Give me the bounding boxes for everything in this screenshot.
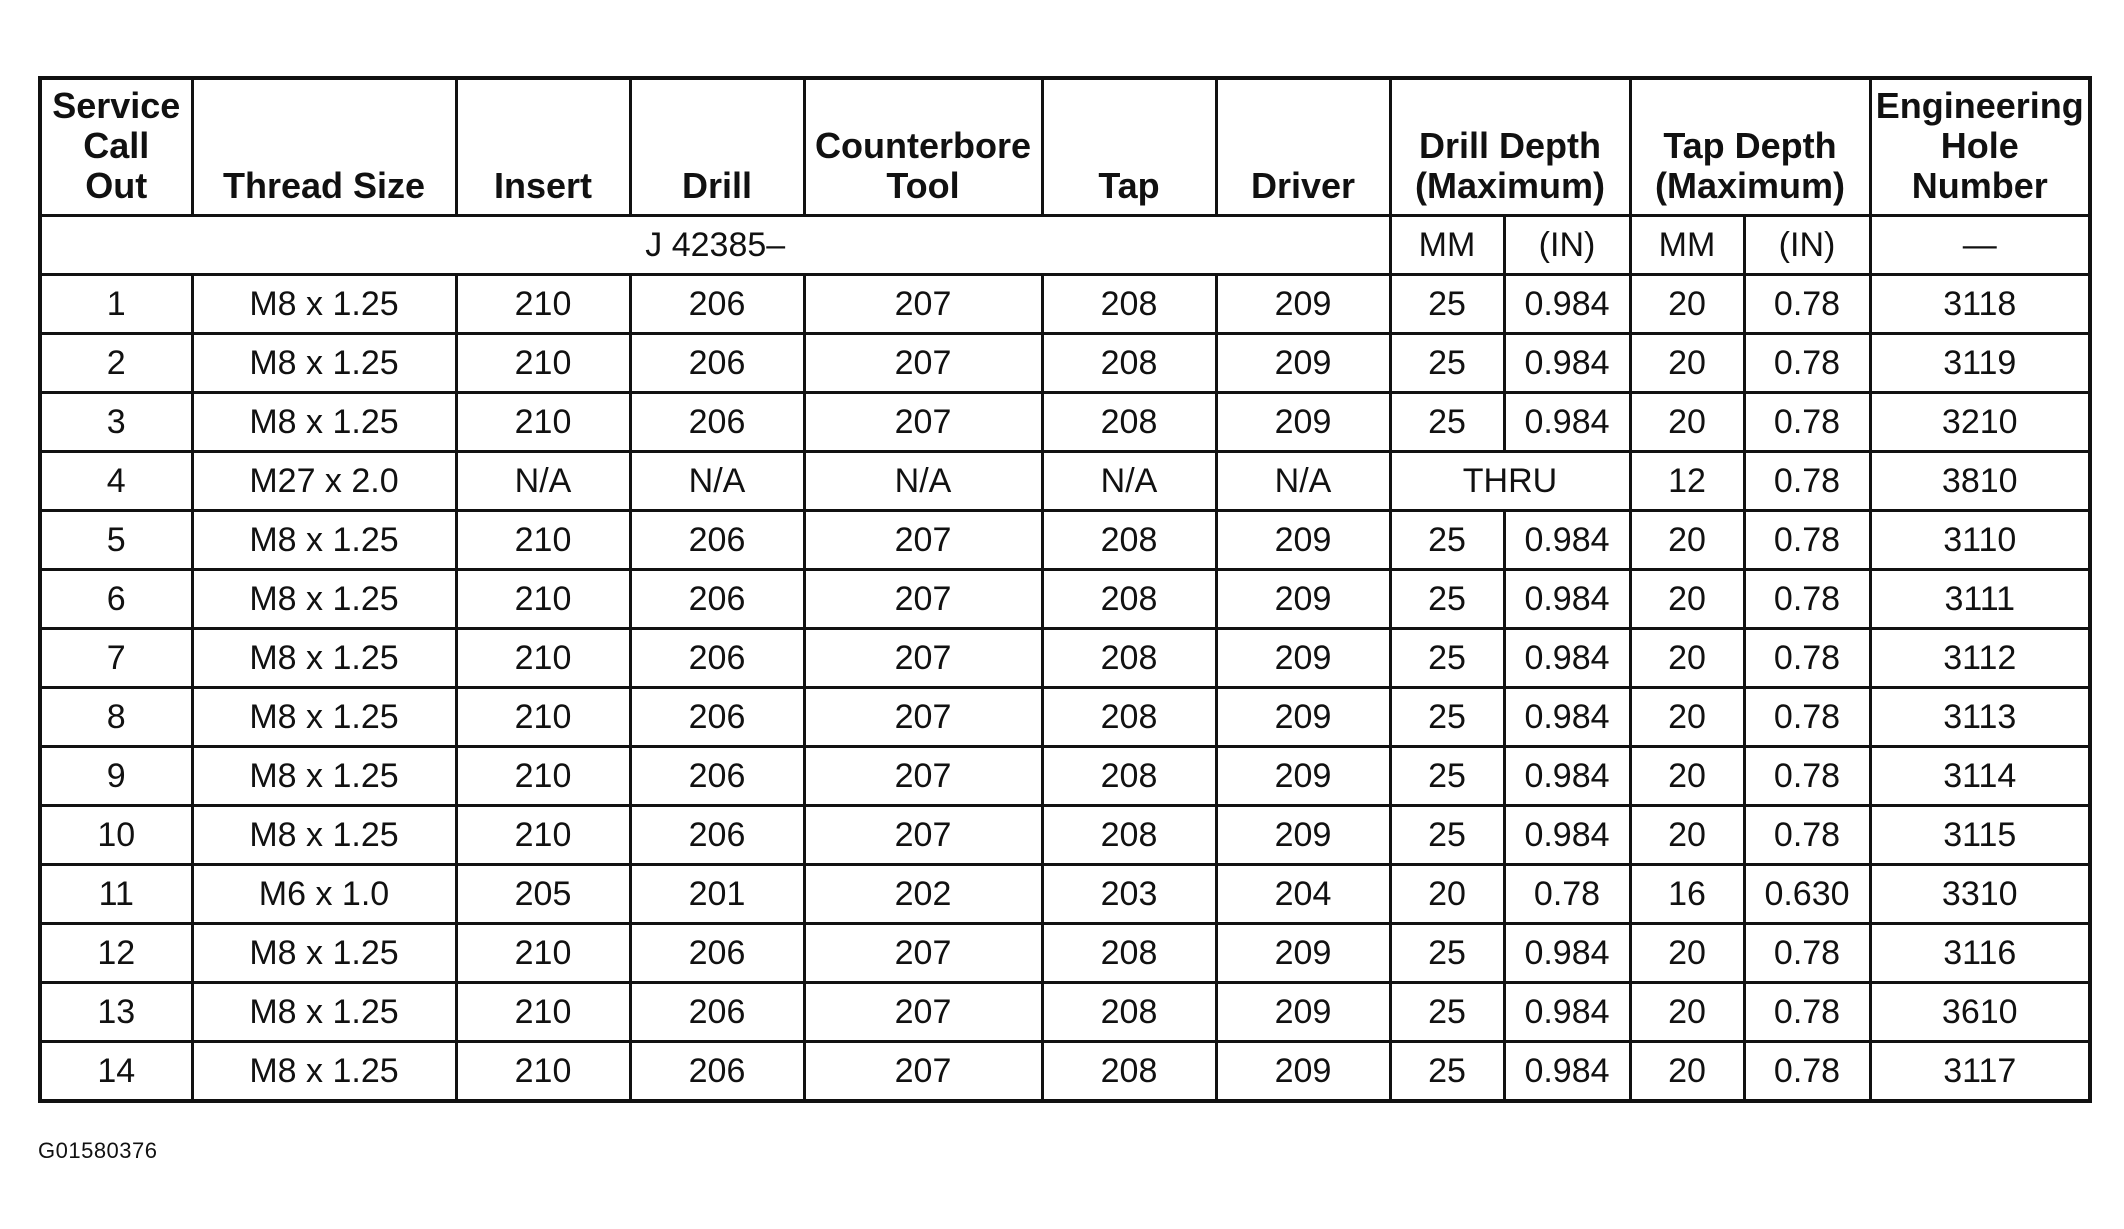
tap-depth-in-label: (IN) <box>1744 216 1870 275</box>
cell-call-out: 6 <box>40 570 192 629</box>
cell-call-out: 14 <box>40 1042 192 1102</box>
cell-thread: M8 x 1.25 <box>192 983 456 1042</box>
cell-call-out: 4 <box>40 452 192 511</box>
cell-drill-in: 0.984 <box>1504 393 1630 452</box>
header-counterbore-tool: Counterbore Tool <box>804 78 1042 216</box>
cell-thread: M8 x 1.25 <box>192 393 456 452</box>
cell-tap: 208 <box>1042 1042 1216 1102</box>
header-driver: Driver <box>1216 78 1390 216</box>
cell-drill-in: 0.984 <box>1504 688 1630 747</box>
cell-tap: 208 <box>1042 983 1216 1042</box>
cell-tap-mm: 20 <box>1630 747 1744 806</box>
cell-counterbore: 207 <box>804 511 1042 570</box>
cell-tap-in: 0.78 <box>1744 983 1870 1042</box>
cell-counterbore: 207 <box>804 570 1042 629</box>
cell-tap-in: 0.630 <box>1744 865 1870 924</box>
cell-tap-mm: 20 <box>1630 393 1744 452</box>
cell-call-out: 10 <box>40 806 192 865</box>
cell-insert: 210 <box>456 747 630 806</box>
cell-driver: N/A <box>1216 452 1390 511</box>
cell-hole: 3119 <box>1870 334 2090 393</box>
cell-tap-mm: 12 <box>1630 452 1744 511</box>
header-tap: Tap <box>1042 78 1216 216</box>
cell-insert: 210 <box>456 983 630 1042</box>
cell-tap: N/A <box>1042 452 1216 511</box>
hole-number-dash: — <box>1870 216 2090 275</box>
cell-thread: M8 x 1.25 <box>192 334 456 393</box>
cell-thread: M8 x 1.25 <box>192 806 456 865</box>
cell-drill: 206 <box>630 983 804 1042</box>
cell-drill-mm: 25 <box>1390 983 1504 1042</box>
cell-drill-in: 0.984 <box>1504 570 1630 629</box>
cell-hole: 3118 <box>1870 275 2090 334</box>
cell-insert: N/A <box>456 452 630 511</box>
cell-thread: M27 x 2.0 <box>192 452 456 511</box>
drill-depth-mm-label: MM <box>1390 216 1504 275</box>
cell-tap: 208 <box>1042 393 1216 452</box>
cell-tap-mm: 20 <box>1630 983 1744 1042</box>
cell-tap: 208 <box>1042 747 1216 806</box>
subheader-row <box>40 216 2090 275</box>
table-row <box>40 629 2090 688</box>
cell-thread: M8 x 1.25 <box>192 688 456 747</box>
cell-drill-mm: 25 <box>1390 747 1504 806</box>
cell-insert: 210 <box>456 334 630 393</box>
cell-drill: 206 <box>630 570 804 629</box>
cell-insert: 210 <box>456 806 630 865</box>
table-row <box>40 334 2090 393</box>
cell-insert: 210 <box>456 570 630 629</box>
cell-thread: M8 x 1.25 <box>192 629 456 688</box>
cell-drill-in: 0.984 <box>1504 806 1630 865</box>
cell-tap-in: 0.78 <box>1744 806 1870 865</box>
cell-insert: 210 <box>456 629 630 688</box>
cell-driver: 209 <box>1216 747 1390 806</box>
cell-thread: M8 x 1.25 <box>192 511 456 570</box>
tap-depth-mm-label: MM <box>1630 216 1744 275</box>
table-row <box>40 865 2090 924</box>
cell-driver: 209 <box>1216 275 1390 334</box>
cell-tap-mm: 20 <box>1630 570 1744 629</box>
cell-hole: 3113 <box>1870 688 2090 747</box>
cell-tap-in: 0.78 <box>1744 1042 1870 1102</box>
cell-tap: 208 <box>1042 806 1216 865</box>
header-drill-depth: Drill Depth (Maximum) <box>1390 78 1630 216</box>
cell-drill-depth: THRU <box>1390 452 1630 511</box>
table-row <box>40 275 2090 334</box>
cell-tap-in: 0.78 <box>1744 393 1870 452</box>
cell-counterbore: 207 <box>804 275 1042 334</box>
cell-insert: 210 <box>456 1042 630 1102</box>
cell-drill-in: 0.984 <box>1504 629 1630 688</box>
cell-tap-in: 0.78 <box>1744 629 1870 688</box>
cell-insert: 210 <box>456 924 630 983</box>
table-row <box>40 570 2090 629</box>
figure-id: G01580376 <box>38 1138 158 1163</box>
cell-call-out: 11 <box>40 865 192 924</box>
table-row <box>40 452 2090 511</box>
cell-tap: 208 <box>1042 275 1216 334</box>
cell-driver: 209 <box>1216 570 1390 629</box>
cell-drill: 206 <box>630 747 804 806</box>
drill-depth-in-label: (IN) <box>1504 216 1630 275</box>
cell-tap-in: 0.78 <box>1744 747 1870 806</box>
table-row <box>40 393 2090 452</box>
header-service-call-out: Service Call Out <box>40 78 192 216</box>
cell-driver: 209 <box>1216 393 1390 452</box>
header-tap-depth: Tap Depth (Maximum) <box>1630 78 1870 216</box>
cell-counterbore: 207 <box>804 1042 1042 1102</box>
cell-hole: 3111 <box>1870 570 2090 629</box>
cell-drill-in: 0.984 <box>1504 924 1630 983</box>
thread-repair-table <box>38 76 2092 1103</box>
cell-drill: 206 <box>630 688 804 747</box>
cell-call-out: 3 <box>40 393 192 452</box>
cell-tap: 208 <box>1042 511 1216 570</box>
header-row <box>40 78 2090 216</box>
cell-tap-mm: 20 <box>1630 334 1744 393</box>
cell-tap-mm: 20 <box>1630 688 1744 747</box>
cell-drill-mm: 25 <box>1390 570 1504 629</box>
cell-driver: 209 <box>1216 688 1390 747</box>
cell-drill: 206 <box>630 629 804 688</box>
cell-tap-in: 0.78 <box>1744 924 1870 983</box>
tool-prefix: J 42385– <box>40 216 1390 275</box>
cell-hole: 3117 <box>1870 1042 2090 1102</box>
table-row <box>40 511 2090 570</box>
cell-drill-mm: 25 <box>1390 924 1504 983</box>
cell-counterbore: 207 <box>804 688 1042 747</box>
cell-drill-mm: 25 <box>1390 688 1504 747</box>
spec-sheet <box>38 76 2088 1103</box>
cell-thread: M8 x 1.25 <box>192 570 456 629</box>
cell-tap-mm: 20 <box>1630 1042 1744 1102</box>
cell-hole: 3116 <box>1870 924 2090 983</box>
cell-insert: 210 <box>456 688 630 747</box>
header-engineering-hole-number: Engineering Hole Number <box>1870 78 2090 216</box>
cell-thread: M8 x 1.25 <box>192 1042 456 1102</box>
cell-call-out: 7 <box>40 629 192 688</box>
cell-call-out: 12 <box>40 924 192 983</box>
cell-counterbore: 202 <box>804 865 1042 924</box>
cell-tap: 208 <box>1042 334 1216 393</box>
table-body <box>40 275 2090 1102</box>
cell-driver: 204 <box>1216 865 1390 924</box>
cell-counterbore: 207 <box>804 806 1042 865</box>
cell-call-out: 13 <box>40 983 192 1042</box>
cell-drill-mm: 25 <box>1390 1042 1504 1102</box>
cell-tap-mm: 20 <box>1630 924 1744 983</box>
cell-drill-mm: 25 <box>1390 806 1504 865</box>
cell-thread: M6 x 1.0 <box>192 865 456 924</box>
cell-driver: 209 <box>1216 1042 1390 1102</box>
cell-thread: M8 x 1.25 <box>192 924 456 983</box>
cell-drill-mm: 25 <box>1390 393 1504 452</box>
cell-tap-mm: 16 <box>1630 865 1744 924</box>
cell-insert: 210 <box>456 275 630 334</box>
cell-counterbore: 207 <box>804 747 1042 806</box>
header-insert: Insert <box>456 78 630 216</box>
cell-drill: 206 <box>630 806 804 865</box>
cell-hole: 3112 <box>1870 629 2090 688</box>
cell-tap: 208 <box>1042 924 1216 983</box>
cell-drill: 206 <box>630 1042 804 1102</box>
cell-counterbore: 207 <box>804 629 1042 688</box>
cell-drill: 206 <box>630 511 804 570</box>
table-row <box>40 688 2090 747</box>
table-row <box>40 806 2090 865</box>
cell-tap: 208 <box>1042 629 1216 688</box>
cell-counterbore: 207 <box>804 393 1042 452</box>
cell-call-out: 5 <box>40 511 192 570</box>
cell-tap-in: 0.78 <box>1744 688 1870 747</box>
cell-tap-mm: 20 <box>1630 806 1744 865</box>
cell-thread: M8 x 1.25 <box>192 275 456 334</box>
cell-call-out: 9 <box>40 747 192 806</box>
cell-drill-mm: 25 <box>1390 275 1504 334</box>
cell-tap-mm: 20 <box>1630 275 1744 334</box>
table-row <box>40 983 2090 1042</box>
cell-call-out: 1 <box>40 275 192 334</box>
cell-tap-in: 0.78 <box>1744 334 1870 393</box>
cell-drill-mm: 25 <box>1390 511 1504 570</box>
cell-driver: 209 <box>1216 924 1390 983</box>
cell-tap: 208 <box>1042 570 1216 629</box>
cell-counterbore: 207 <box>804 334 1042 393</box>
cell-driver: 209 <box>1216 983 1390 1042</box>
cell-hole: 3210 <box>1870 393 2090 452</box>
cell-tap-in: 0.78 <box>1744 452 1870 511</box>
cell-drill: N/A <box>630 452 804 511</box>
table-row <box>40 1042 2090 1102</box>
cell-tap: 203 <box>1042 865 1216 924</box>
cell-drill-in: 0.984 <box>1504 1042 1630 1102</box>
cell-drill: 206 <box>630 275 804 334</box>
cell-hole: 3610 <box>1870 983 2090 1042</box>
cell-driver: 209 <box>1216 806 1390 865</box>
cell-tap-in: 0.78 <box>1744 275 1870 334</box>
cell-insert: 210 <box>456 511 630 570</box>
cell-counterbore: N/A <box>804 452 1042 511</box>
cell-drill: 201 <box>630 865 804 924</box>
cell-drill-in: 0.984 <box>1504 275 1630 334</box>
table-row <box>40 747 2090 806</box>
cell-thread: M8 x 1.25 <box>192 747 456 806</box>
cell-drill: 206 <box>630 924 804 983</box>
cell-drill-in: 0.78 <box>1504 865 1630 924</box>
cell-drill-in: 0.984 <box>1504 511 1630 570</box>
cell-driver: 209 <box>1216 334 1390 393</box>
cell-drill: 206 <box>630 393 804 452</box>
cell-driver: 209 <box>1216 511 1390 570</box>
cell-drill: 206 <box>630 334 804 393</box>
cell-drill-mm: 25 <box>1390 629 1504 688</box>
cell-hole: 3310 <box>1870 865 2090 924</box>
cell-counterbore: 207 <box>804 983 1042 1042</box>
header-thread-size: Thread Size <box>192 78 456 216</box>
cell-drill-in: 0.984 <box>1504 983 1630 1042</box>
cell-drill-in: 0.984 <box>1504 747 1630 806</box>
cell-drill-mm: 20 <box>1390 865 1504 924</box>
cell-hole: 3115 <box>1870 806 2090 865</box>
cell-driver: 209 <box>1216 629 1390 688</box>
cell-call-out: 2 <box>40 334 192 393</box>
cell-insert: 210 <box>456 393 630 452</box>
cell-insert: 205 <box>456 865 630 924</box>
table-row <box>40 924 2090 983</box>
cell-tap-mm: 20 <box>1630 629 1744 688</box>
cell-drill-in: 0.984 <box>1504 334 1630 393</box>
cell-call-out: 8 <box>40 688 192 747</box>
cell-hole: 3114 <box>1870 747 2090 806</box>
cell-tap-in: 0.78 <box>1744 511 1870 570</box>
cell-tap-in: 0.78 <box>1744 570 1870 629</box>
cell-tap-mm: 20 <box>1630 511 1744 570</box>
cell-counterbore: 207 <box>804 924 1042 983</box>
cell-tap: 208 <box>1042 688 1216 747</box>
header-drill: Drill <box>630 78 804 216</box>
cell-drill-mm: 25 <box>1390 334 1504 393</box>
cell-hole: 3810 <box>1870 452 2090 511</box>
cell-hole: 3110 <box>1870 511 2090 570</box>
